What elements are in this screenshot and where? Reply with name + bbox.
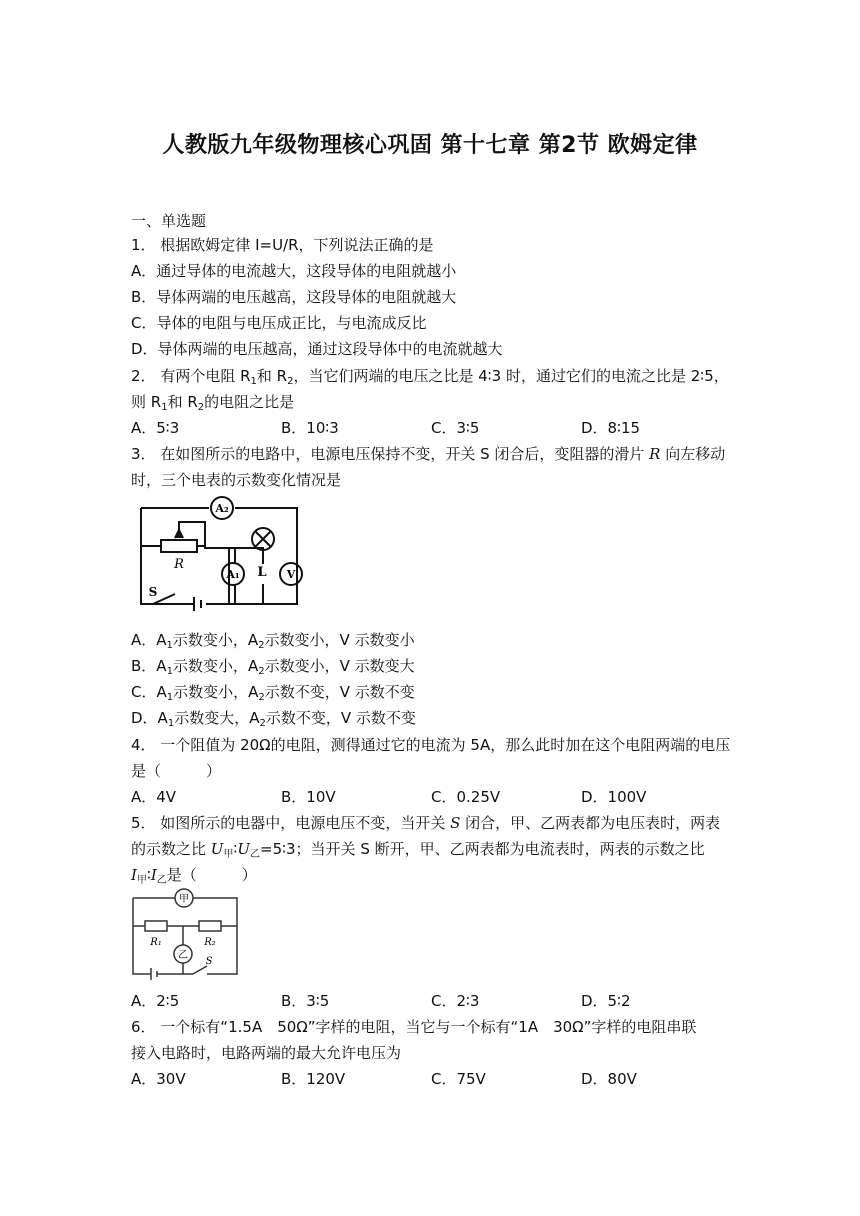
- s-switch-label: S: [205, 956, 213, 967]
- r1-label: R₁: [150, 937, 162, 948]
- q5-stem-line2: 的示数之比 $U_甲∶U_乙=5∶3$；当开关 S 断开，甲、乙两表都为电流表时，两表的示数之比: [131, 840, 705, 860]
- q5-option-c: C．2∶3: [431, 992, 480, 1010]
- q1-option-c: C．导体的电阻与电压成正比，与电流成反比: [131, 314, 427, 332]
- page-title: 人教版九年级物理核心巩固 第十七章 第2节 欧姆定律: [162, 133, 698, 158]
- q3-option-d: D．$A_1$示数变大，$A_2$示数不变，V 示数不变: [131, 709, 416, 729]
- q4-option-c: C．0.25V: [431, 788, 501, 806]
- v-meter-label: V: [286, 568, 296, 581]
- switch-label: S: [148, 585, 158, 599]
- q3-option-c: C．$A_1$示数变小，$A_2$示数不变，V 示数不变: [131, 683, 415, 703]
- r2-label: R₂: [204, 937, 216, 948]
- q6-stem-line1: 6． 一个标有“1.5A 50Ω”字样的电阻，当它与一个标有“1A 30Ω”字样的电阻串联: [131, 1018, 697, 1036]
- q5-stem-line3: $I_甲∶I_乙$是（ ）: [131, 866, 257, 886]
- q2-option-d: D．8∶15: [581, 419, 641, 437]
- q3-option-a: A．$A_1$示数变小，$A_2$示数变小，V 示数变小: [131, 631, 415, 651]
- a2-meter-label: A₂: [215, 502, 229, 515]
- rheostat-label: R: [174, 557, 184, 572]
- q1-stem: 1． 根据欧姆定律 I=U/R，下列说法正确的是: [131, 236, 434, 254]
- lamp-label: L: [257, 565, 267, 580]
- q3-stem-line2: 时，三个电表的示数变化情况是: [131, 471, 342, 489]
- q6-option-b: B．120V: [281, 1070, 346, 1088]
- yi-meter-label: 乙: [178, 950, 188, 961]
- q2-option-b: B．10∶3: [281, 419, 339, 437]
- q2-stem-line2: 则 $R_1$和 $R_2$的电阻之比是: [131, 393, 295, 413]
- q6-option-a: A．30V: [131, 1070, 186, 1088]
- section-heading: 一、单选题: [131, 212, 207, 230]
- q5-option-b: B．3∶5: [281, 992, 330, 1010]
- a1-meter-label: A₁: [226, 568, 240, 581]
- q6-option-d: D．80V: [581, 1070, 637, 1088]
- jia-meter-label: 甲: [179, 894, 189, 905]
- q6-stem-line2: 接入电路时，电路两端的最大允许电压为: [131, 1044, 402, 1062]
- q2-stem-line1: 2． 有两个电阻 $R_1$和 $R_2$，当它们两端的电压之比是 4∶3 时，通过它们的电流之比是 2∶5，: [131, 367, 729, 387]
- q4-option-d: D．100V: [581, 788, 647, 806]
- q4-stem-line1: 4． 一个阻值为 20Ω的电阻，测得通过它的电流为 5A，那么此时加在这个电阻两端的电压: [131, 736, 731, 754]
- q3-circuit-diagram: [131, 494, 303, 616]
- q4-stem-line2: 是（ ）: [131, 762, 222, 780]
- q2-option-c: C．3∶5: [431, 419, 480, 437]
- q4-option-a: A．4V: [131, 788, 177, 806]
- q2-option-a: A．5∶3: [131, 419, 180, 437]
- q1-option-d: D．导体两端的电压越高，通过这段导体中的电流就越大: [131, 340, 503, 358]
- q3-option-b: B．$A_1$示数变小，$A_2$示数变小，V 示数变大: [131, 657, 415, 677]
- q5-option-a: A．2∶5: [131, 992, 180, 1010]
- q3-stem-line1: 3． 在如图所示的电路中，电源电压保持不变，开关 S 闭合后，变阻器的滑片 R 向左移动: [131, 445, 726, 463]
- q5-circuit-diagram: [131, 886, 243, 980]
- q1-option-b: B．导体两端的电压越高，这段导体的电阻就越大: [131, 288, 457, 306]
- q1-option-a: A．通过导体的电流越大，这段导体的电阻就越小: [131, 262, 457, 280]
- q5-option-d: D．5∶2: [581, 992, 631, 1010]
- q5-stem-line1: 5． 如图所示的电器中，电源电压不变，当开关 S 闭合，甲、乙两表都为电压表时，两表: [131, 814, 721, 832]
- q4-option-b: B．10V: [281, 788, 336, 806]
- q6-option-c: C．75V: [431, 1070, 486, 1088]
